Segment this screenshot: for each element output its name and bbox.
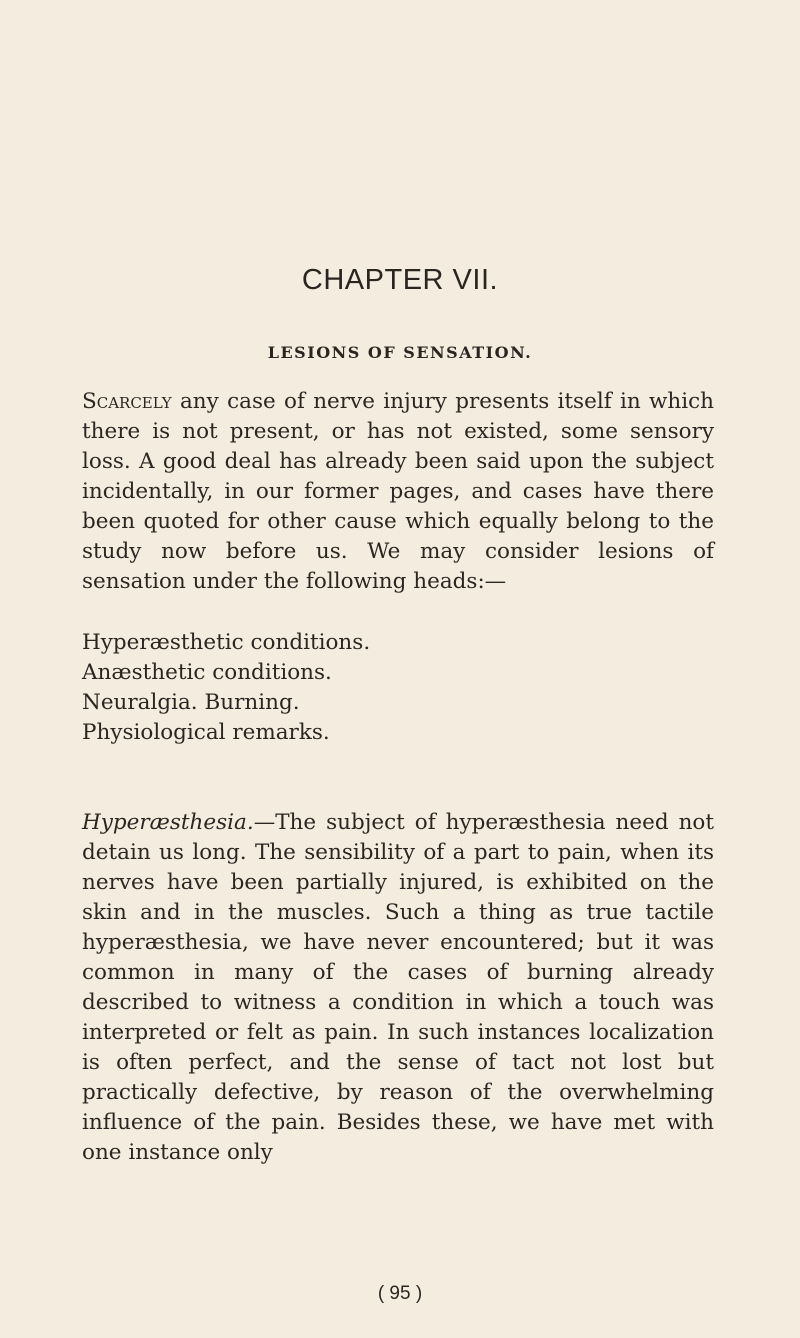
run-in-heading: Hyperæsthesia. [82,810,254,835]
opening-word: Scarcely [82,389,172,414]
hyperaesthesia-paragraph-text: —The subject of hyperæsthesia need not detain us long. The sensibility of a part to pain, when its nerves have been partially injured, is exhibited on the skin and in the muscles. Such a thing as true tactile hyperæsthesia, we have never encountered; but it was common in many of the cases of burning already described to witness a condition in which a touch was interpreted or felt as pain. In such instances localization is often perfect, and the sense of tact not lost but practically defective, by reason of the overwhelming influence of the pain. Besides these, we have met with one instance only [82,810,714,1165]
section-title: LESIONS OF SENSATION. [267,343,533,362]
page-number: ( 95 ) [377,1283,423,1304]
list-item: Anæsthetic conditions. [82,660,332,685]
list-item: Physiological remarks. [82,720,330,745]
hyperaesthesia-paragraph [82,808,714,1168]
list-item: Neuralgia. Burning. [82,690,300,715]
opening-paragraph-text: any case of nerve injury presents itself in which there is not present, or has not existed, some sensory loss. A good deal has already been said upon the subject incidentally, in our former pages, and cases have there been quoted for other cause which equally belong to the study now before us. We may consider lesions of sensation under the following heads:— [82,389,714,594]
opening-paragraph [82,387,714,597]
list-item: Hyperæsthetic conditions. [82,630,371,655]
chapter-title: CHAPTER VII. [301,264,499,296]
headings-list [82,628,714,748]
